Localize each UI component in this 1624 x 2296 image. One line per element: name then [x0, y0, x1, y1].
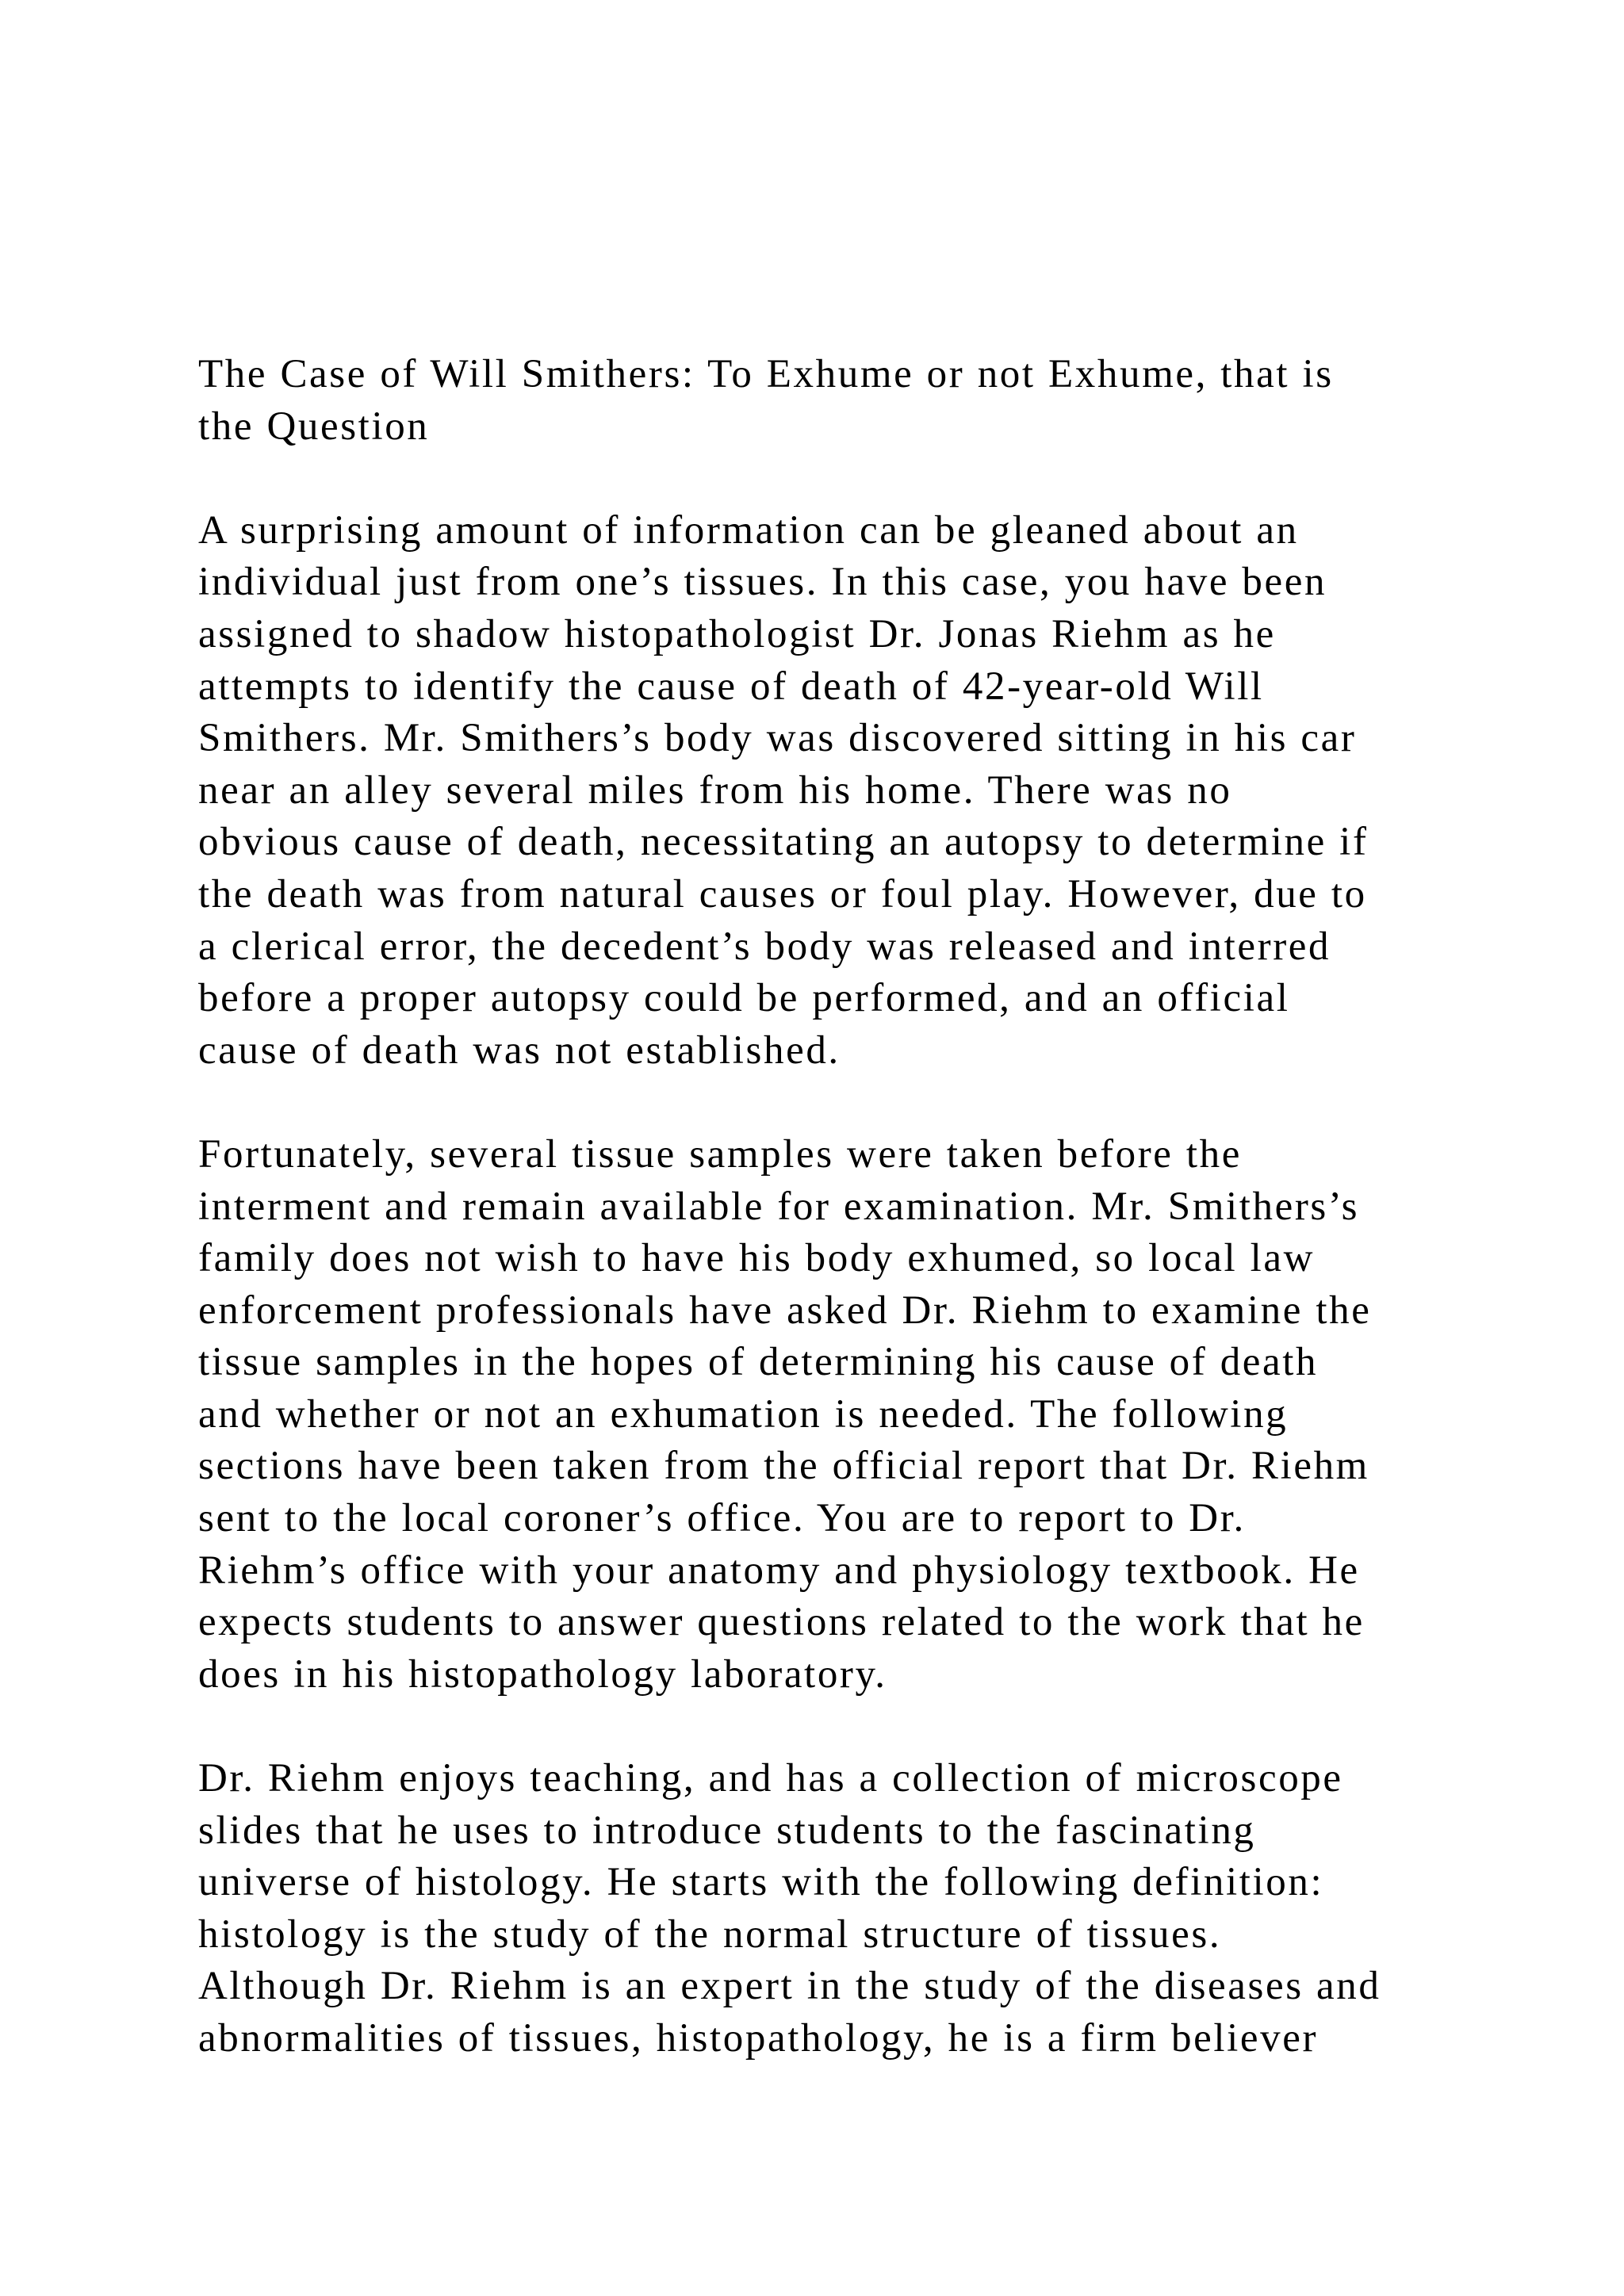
text-line: a clerical error, the decedent’s body was released and interred: [198, 924, 1331, 969]
document-title: [198, 349, 1507, 453]
text-line: does in his histopathology laboratory.: [198, 1651, 887, 1697]
title-line: The Case of Will Smithers: To Exhume or not Exhume, that is: [198, 352, 1334, 396]
text-line: Although Dr. Riehm is an expert in the study of the diseases and: [198, 1964, 1381, 2009]
text-line: A surprising amount of information can be gleaned about an: [198, 507, 1299, 553]
text-line: family does not wish to have his body exhumed, so local law: [198, 1236, 1316, 1281]
text-line: obvious cause of death, necessitating an autopsy to determine if: [198, 820, 1369, 865]
document-body: [198, 349, 1507, 2065]
text-line: tissue samples in the hopes of determining his cause of death: [198, 1340, 1319, 1385]
text-line: before a proper autopsy could be performed, and an official: [198, 976, 1290, 1021]
text-line: enforcement professionals have asked Dr. Riehm to examine the: [198, 1288, 1372, 1333]
text-line: and whether or not an exhumation is needed. The following: [198, 1391, 1289, 1437]
text-line: cause of death was not established.: [198, 1027, 841, 1073]
text-line: sections have been taken from the official report that Dr. Riehm: [198, 1444, 1369, 1489]
text-line: histology is the study of the normal structure of tissues.: [198, 1911, 1222, 1957]
text-line: the death was from natural causes or foul play. However, due to: [198, 871, 1367, 916]
text-line: sent to the local coroner’s office. You are to report to Dr.: [198, 1496, 1246, 1541]
text-line: expects students to answer questions related to the work that he: [198, 1600, 1365, 1645]
paragraph-3: [198, 1753, 1507, 2065]
paragraph-2: [198, 1129, 1507, 1701]
text-line: individual just from one’s tissues. In this case, you have been: [198, 560, 1327, 605]
text-line: attempts to identify the cause of death of 42-year-old Will: [198, 664, 1264, 709]
text-line: slides that he uses to introduce students to the fascinating: [198, 1808, 1256, 1853]
text-line: assigned to shadow histopathologist Dr. Jonas Riehm as he: [198, 611, 1276, 656]
text-line: Dr. Riehm enjoys teaching, and has a collection of microscope: [198, 1756, 1343, 1801]
text-line: Riehm’s office with your anatomy and physiology textbook. He: [198, 1548, 1360, 1593]
text-line: Smithers. Mr. Smithers’s body was discovered sitting in his car: [198, 716, 1357, 761]
text-line: Fortunately, several tissue samples were taken before the: [198, 1131, 1242, 1177]
paragraph-1: [198, 505, 1507, 1077]
text-line: abnormalities of tissues, histopathology, he is a firm believer: [198, 2016, 1319, 2061]
title-line: the Question: [198, 404, 430, 449]
text-line: near an alley several miles from his home. There was no: [198, 767, 1232, 813]
text-line: universe of histology. He starts with the following definition:: [198, 1860, 1324, 1905]
text-line: interment and remain available for examination. Mr. Smithers’s: [198, 1184, 1360, 1229]
